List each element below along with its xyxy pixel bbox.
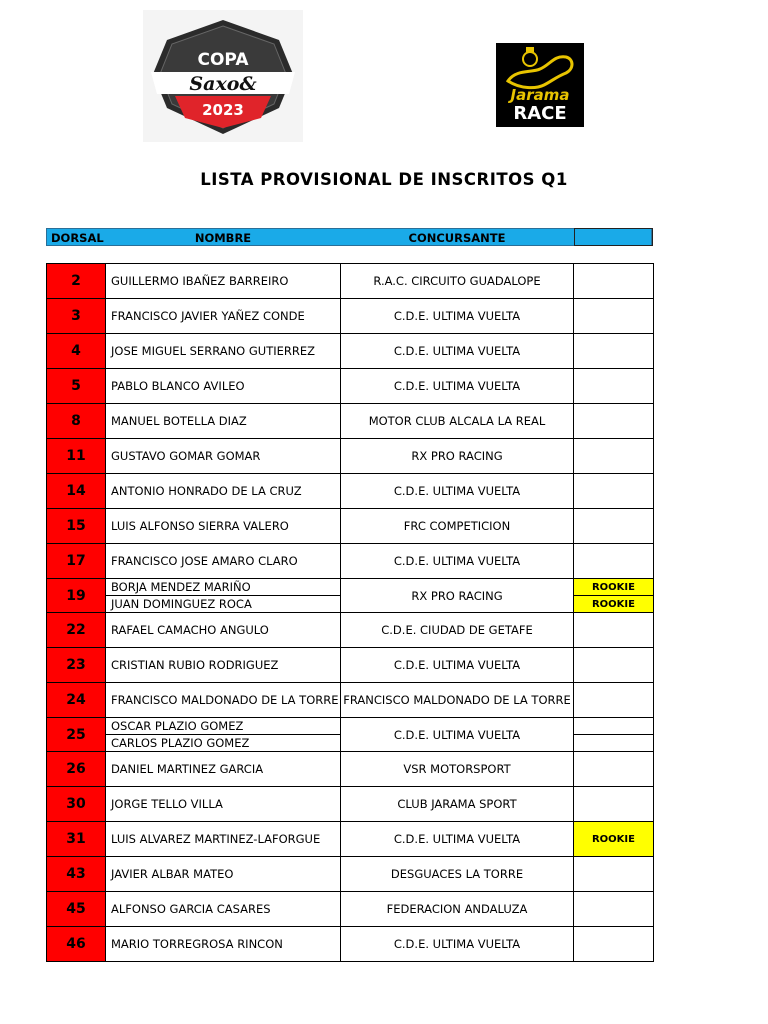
- rookie-badge: ROOKIE: [574, 579, 654, 596]
- driver-name-cell: LUIS ALFONSO SIERRA VALERO: [106, 509, 341, 544]
- dorsal-cell: 11: [47, 439, 106, 474]
- extra-cell: [574, 857, 654, 892]
- extra-cell: [574, 299, 654, 334]
- dorsal-cell: 46: [47, 927, 106, 962]
- table-row: [47, 683, 654, 718]
- table-row: [47, 334, 654, 369]
- jarama-logo-line1: Jarama: [510, 86, 570, 104]
- driver-name-cell: MANUEL BOTELLA DIAZ: [106, 404, 341, 439]
- table-row: [47, 369, 654, 404]
- jarama-logo-line2: RACE: [513, 103, 567, 124]
- dorsal-cell: 19: [47, 579, 106, 613]
- concursante-cell: CLUB JARAMA SPORT: [341, 787, 574, 822]
- concursante-cell: R.A.C. CIRCUITO GUADALOPE: [341, 264, 574, 299]
- table-row: [47, 613, 654, 648]
- driver-name-cell: ALFONSO GARCIA CASARES: [106, 892, 341, 927]
- extra-cell: [574, 892, 654, 927]
- driver-name-cell: JORGE TELLO VILLA: [106, 787, 341, 822]
- concursante-cell: C.D.E. CIUDAD DE GETAFE: [341, 613, 574, 648]
- extra-cell: [574, 439, 654, 474]
- dorsal-cell: 17: [47, 544, 106, 579]
- table-row: [47, 299, 654, 334]
- dorsal-cell: 45: [47, 892, 106, 927]
- dorsal-cell: 8: [47, 404, 106, 439]
- header-nombre: NOMBRE: [194, 231, 252, 245]
- extra-cell: [574, 648, 654, 683]
- concursante-cell: RX PRO RACING: [341, 579, 574, 613]
- table-row: [47, 648, 654, 683]
- table-row: [47, 544, 654, 579]
- table-row: [47, 439, 654, 474]
- extra-cell: [574, 474, 654, 509]
- driver-name-cell: FRANCISCO JAVIER YAÑEZ CONDE: [106, 299, 341, 334]
- driver-name-cell: LUIS ALVAREZ MARTINEZ-LAFORGUE: [106, 822, 341, 857]
- driver-name-cell: GUILLERMO IBAÑEZ BARREIRO: [106, 264, 341, 299]
- copa-logo-top-text: COPA: [197, 50, 249, 70]
- concursante-cell: VSR MOTORSPORT: [341, 752, 574, 787]
- table-header: [46, 228, 652, 246]
- rookie-badge: ROOKIE: [574, 596, 654, 613]
- dorsal-cell: 5: [47, 369, 106, 404]
- table-row: [47, 718, 654, 735]
- entries-table: [46, 263, 654, 962]
- dorsal-cell: 26: [47, 752, 106, 787]
- driver-name-cell: CARLOS PLAZIO GOMEZ: [106, 735, 341, 752]
- rookie-badge: ROOKIE: [574, 822, 654, 857]
- extra-cell: [574, 334, 654, 369]
- concursante-cell: C.D.E. ULTIMA VUELTA: [341, 718, 574, 752]
- dorsal-cell: 31: [47, 822, 106, 857]
- driver-name-cell: JUAN DOMINGUEZ ROCA: [106, 596, 341, 613]
- jarama-race-logo: [496, 43, 584, 127]
- concursante-cell: C.D.E. ULTIMA VUELTA: [341, 334, 574, 369]
- concursante-cell: FEDERACION ANDALUZA: [341, 892, 574, 927]
- concursante-cell: FRC COMPETICION: [341, 509, 574, 544]
- table-row: [47, 927, 654, 962]
- concursante-cell: C.D.E. ULTIMA VUELTA: [341, 299, 574, 334]
- table-row: [47, 474, 654, 509]
- header-concursante: CONCURSANTE: [408, 231, 506, 245]
- driver-name-cell: JOSE MIGUEL SERRANO GUTIERREZ: [106, 334, 341, 369]
- driver-name-cell: MARIO TORREGROSA RINCON: [106, 927, 341, 962]
- dorsal-cell: 4: [47, 334, 106, 369]
- table-row: [47, 404, 654, 439]
- concursante-cell: MOTOR CLUB ALCALA LA REAL: [341, 404, 574, 439]
- table-row: [47, 892, 654, 927]
- dorsal-cell: 22: [47, 613, 106, 648]
- dorsal-cell: 2: [47, 264, 106, 299]
- extra-cell: [574, 544, 654, 579]
- concursante-cell: C.D.E. ULTIMA VUELTA: [341, 648, 574, 683]
- table-row: [47, 857, 654, 892]
- driver-name-cell: RAFAEL CAMACHO ANGULO: [106, 613, 341, 648]
- dorsal-cell: 3: [47, 299, 106, 334]
- extra-cell: [574, 683, 654, 718]
- dorsal-cell: 24: [47, 683, 106, 718]
- table-row: [47, 752, 654, 787]
- table-row: [47, 264, 654, 299]
- extra-cell: [574, 613, 654, 648]
- extra-cell: [574, 264, 654, 299]
- table-row: [47, 787, 654, 822]
- driver-name-cell: PABLO BLANCO AVILEO: [106, 369, 341, 404]
- extra-cell: [574, 404, 654, 439]
- extra-cell: [574, 927, 654, 962]
- dorsal-cell: 25: [47, 718, 106, 752]
- driver-name-cell: ANTONIO HONRADO DE LA CRUZ: [106, 474, 341, 509]
- dorsal-cell: 14: [47, 474, 106, 509]
- driver-name-cell: BORJA MENDEZ MARIÑO: [106, 579, 341, 596]
- driver-name-cell: JAVIER ALBAR MATEO: [106, 857, 341, 892]
- extra-cell: [574, 369, 654, 404]
- concursante-cell: C.D.E. ULTIMA VUELTA: [341, 927, 574, 962]
- driver-name-cell: OSCAR PLAZIO GOMEZ: [106, 718, 341, 735]
- concursante-cell: RX PRO RACING: [341, 439, 574, 474]
- extra-cell: [574, 735, 654, 752]
- dorsal-cell: 43: [47, 857, 106, 892]
- copa-saxo-logo: [143, 10, 303, 142]
- concursante-cell: C.D.E. ULTIMA VUELTA: [341, 474, 574, 509]
- driver-name-cell: CRISTIAN RUBIO RODRIGUEZ: [106, 648, 341, 683]
- concursante-cell: DESGUACES LA TORRE: [341, 857, 574, 892]
- extra-cell: [574, 718, 654, 735]
- table-row: [47, 509, 654, 544]
- header-dorsal: DORSAL: [51, 231, 104, 245]
- concursante-cell: C.D.E. ULTIMA VUELTA: [341, 369, 574, 404]
- concursante-cell: C.D.E. ULTIMA VUELTA: [341, 544, 574, 579]
- dorsal-cell: 30: [47, 787, 106, 822]
- concursante-cell: FRANCISCO MALDONADO DE LA TORRE: [341, 683, 574, 718]
- extra-cell: [574, 787, 654, 822]
- extra-cell: [574, 509, 654, 544]
- driver-name-cell: FRANCISCO MALDONADO DE LA TORRE: [106, 683, 341, 718]
- copa-logo-year-text: 2023: [202, 101, 244, 119]
- dorsal-cell: 23: [47, 648, 106, 683]
- table-row: [47, 822, 654, 857]
- driver-name-cell: DANIEL MARTINEZ GARCIA: [106, 752, 341, 787]
- concursante-cell: C.D.E. ULTIMA VUELTA: [341, 822, 574, 857]
- copa-logo-middle-text: Saxo&: [189, 73, 257, 95]
- driver-name-cell: GUSTAVO GOMAR GOMAR: [106, 439, 341, 474]
- extra-cell: [574, 752, 654, 787]
- driver-name-cell: FRANCISCO JOSE AMARO CLARO: [106, 544, 341, 579]
- table-row: [47, 579, 654, 596]
- header-extra-cell: [574, 228, 653, 246]
- document-title: LISTA PROVISIONAL DE INSCRITOS Q1: [200, 170, 568, 189]
- dorsal-cell: 15: [47, 509, 106, 544]
